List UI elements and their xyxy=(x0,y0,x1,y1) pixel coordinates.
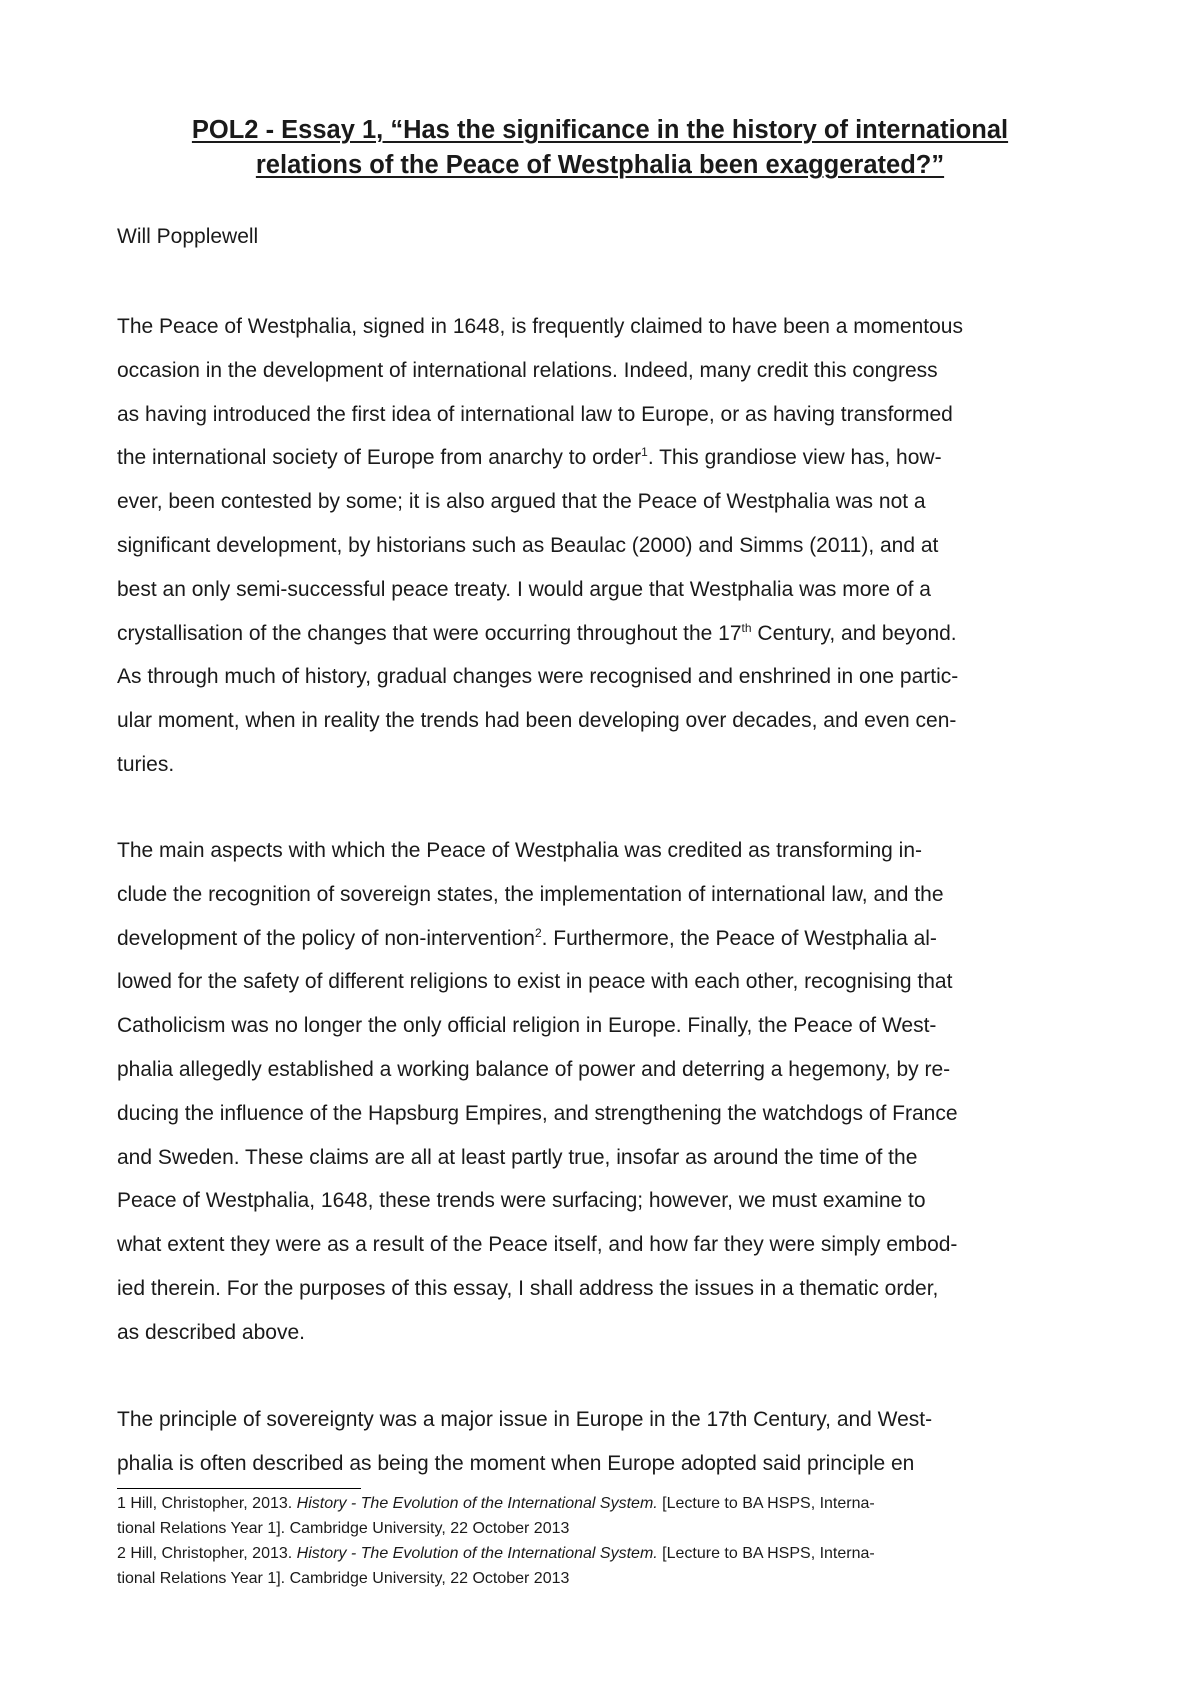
body-paragraph xyxy=(117,836,1097,1362)
paragraph-line: phalia allegedly established a working balance of power and deterring a hegemony, by re- xyxy=(117,1057,951,1081)
paragraph-line: ular moment, when in reality the trends had been developing over decades, and even cen- xyxy=(117,709,957,733)
paragraph-line: The Peace of Westphalia, signed in 1648, is frequently claimed to have been a momentous xyxy=(117,315,963,338)
superscript: 1 xyxy=(641,445,648,460)
paragraph-line: The main aspects with which the Peace of Westphalia was credited as transforming in- xyxy=(117,839,922,862)
paragraph-line: phalia is often described as being the moment when Europe adopted said principle en xyxy=(117,1451,915,1475)
paragraph-line xyxy=(117,924,1097,968)
paragraph-line: Peace of Westphalia, 1648, these trends were surfacing; however, we must examine to xyxy=(117,1189,926,1213)
footnote-line: tional Relations Year 1]. Cambridge University, 22 October 2013 xyxy=(117,1520,570,1537)
paragraph-line: lowed for the safety of different religions to exist in peace with each other, recognising that xyxy=(117,970,953,994)
line-text: . Furthermore, the Peace of Westphalia al- xyxy=(541,926,937,950)
footnote-separator xyxy=(117,1488,361,1489)
footnote-line: tional Relations Year 1]. Cambridge University, 22 October 2013 xyxy=(117,1570,570,1587)
paragraph-line: The principle of sovereignty was a major issue in Europe in the 17th Century, and West- xyxy=(117,1408,933,1431)
paragraph-line: Catholicism was no longer the only official religion in Europe. Finally, the Peace of West- xyxy=(117,1014,937,1038)
superscript: th xyxy=(741,620,752,635)
essay-title xyxy=(110,113,1090,183)
title-line: relations of the Peace of Westphalia been exaggerated?” xyxy=(255,151,945,179)
paragraph-line: as having introduced the first idea of international law to Europe, or as having transformed xyxy=(117,402,953,426)
footnote-text: [Lecture to BA HSPS, Interna- xyxy=(657,1545,875,1562)
paragraph-line: what extent they were as a result of the Peace itself, and how far they were simply embod- xyxy=(117,1233,958,1257)
paragraph-line: significant development, by historians such as Beaulac (2000) and Simms (2011), and at xyxy=(117,533,939,557)
paragraph-line: and Sweden. These claims are all at least partly true, insofar as around the time of the xyxy=(117,1145,918,1169)
footnote-text: 1 Hill, Christopher, 2013. xyxy=(117,1495,297,1512)
paragraph-line: best an only semi-successful peace treaty. I would argue that Westphalia was more of a xyxy=(117,577,931,601)
footnotes xyxy=(117,1491,1117,1591)
paragraph-line xyxy=(117,619,1097,663)
superscript: 2 xyxy=(534,925,542,940)
footnote-line xyxy=(117,1541,1117,1566)
line-text: the international society of Europe from anarchy to order xyxy=(117,446,642,470)
body-paragraph xyxy=(117,312,1097,794)
title-line: POL2 - Essay 1, “Has the significance in the history of international xyxy=(191,116,1009,144)
line-text: development of the policy of non-intervention xyxy=(117,926,535,950)
paragraph-line: ied therein. For the purposes of this essay, I shall address the issues in a thematic order, xyxy=(117,1276,939,1300)
paragraph-line: turies. xyxy=(117,752,175,776)
paragraph-line: ducing the influence of the Hapsburg Empires, and strengthening the watchdogs of France xyxy=(117,1101,958,1125)
paragraph-line: as described above. xyxy=(117,1320,305,1344)
line-text: . This grandiose view has, how- xyxy=(647,446,942,470)
line-text: crystallisation of the changes that were occurring throughout the 17 xyxy=(117,621,742,645)
body-paragraph xyxy=(117,1405,1097,1493)
footnote-line xyxy=(117,1491,1117,1516)
line-text: Century, and beyond. xyxy=(751,621,957,645)
footnote-title: History - The Evolution of the International System. xyxy=(296,1545,658,1562)
paragraph-line: As through much of history, gradual changes were recognised and enshrined in one partic- xyxy=(117,665,959,689)
paragraph-line: occasion in the development of international relations. Indeed, many credit this congress xyxy=(117,358,938,382)
paragraph-line: clude the recognition of sovereign states, the implementation of international law, and the xyxy=(117,882,944,906)
footnote-text: [Lecture to BA HSPS, Interna- xyxy=(657,1495,875,1512)
paragraph-line xyxy=(117,443,1097,487)
footnote-text: 2 Hill, Christopher, 2013. xyxy=(117,1545,297,1562)
author-name: Will Popplewell xyxy=(117,225,259,248)
paragraph-line: ever, been contested by some; it is also argued that the Peace of Westphalia was not a xyxy=(117,490,926,514)
footnote-title: History - The Evolution of the International System. xyxy=(296,1495,658,1512)
